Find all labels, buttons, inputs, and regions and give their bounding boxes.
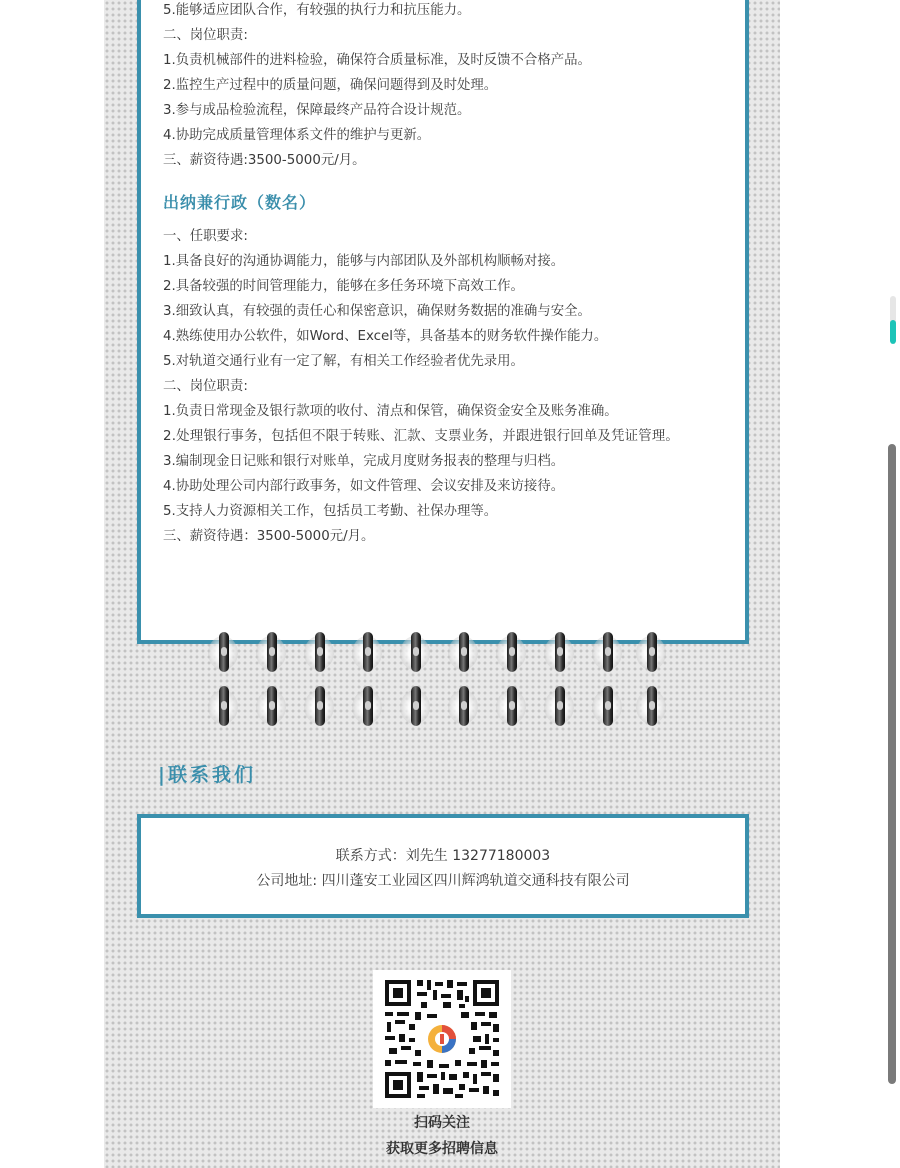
contact-phone: 联系方式：刘先生 13277180003	[335, 848, 551, 864]
job2-line-9: 2.处理银行事务，包括但不限于转账、汇款、支票业务，并跟进银行回单及凭证管理。	[163, 429, 680, 444]
binding-ring-icon	[452, 684, 476, 728]
binding-ring-icon	[452, 630, 476, 674]
binding-ring-icon	[596, 630, 620, 674]
binding-ring-icon	[308, 630, 332, 674]
binding-ring-icon	[404, 684, 428, 728]
binding-ring-icon	[356, 684, 380, 728]
binding-rings-bottom	[212, 684, 672, 728]
binding-ring-icon	[260, 630, 284, 674]
job2-line-7: 二、岗位职责:	[163, 379, 248, 394]
binding-ring-icon	[212, 630, 236, 674]
binding-ring-icon	[500, 684, 524, 728]
qr-caption-scan: 扫码关注	[414, 1115, 470, 1131]
binding-ring-icon	[212, 684, 236, 728]
qr-code-image	[373, 970, 511, 1108]
job2-line-8: 1.负责日常现金及银行款项的收付、清点和保管，确保资金安全及账务准确。	[163, 404, 618, 419]
job2-title: 出纳兼行政（数名）	[163, 193, 317, 212]
job2-line-6: 5.对轨道交通行业有一定了解，有相关工作经验者优先录用。	[163, 354, 524, 369]
job2-line-2: 1.具备良好的沟通协调能力，能够与内部团队及外部机构顺畅对接。	[163, 254, 565, 269]
binding-ring-icon	[548, 630, 572, 674]
binding-ring-icon	[356, 630, 380, 674]
job2-line-3: 2.具备较强的时间管理能力，能够在多任务环境下高效工作。	[163, 279, 524, 294]
job1-line-2: 二、岗位职责:	[163, 28, 248, 43]
scroll-progress-indicator[interactable]	[890, 296, 896, 344]
job2-line-1: 一、任职要求:	[163, 229, 248, 244]
contact-heading: |联系我们	[158, 764, 256, 786]
job2-line-12: 5.支持人力资源相关工作，包括员工考勤、社保办理等。	[163, 504, 498, 519]
job1-line-7: 三、薪资待遇:3500-5000元/月。	[163, 153, 366, 168]
binding-ring-icon	[596, 684, 620, 728]
job1-line-3: 1.负责机械部件的进料检验，确保符合质量标准，及时反馈不合格产品。	[163, 53, 591, 68]
job1-line-1: 5.能够适应团队合作，有较强的执行力和抗压能力。	[163, 3, 471, 18]
binding-ring-icon	[260, 684, 284, 728]
job2-line-5: 4.熟练使用办公软件，如Word、Excel等，具备基本的财务软件操作能力。	[163, 329, 608, 344]
job2-line-13: 三、薪资待遇：3500-5000元/月。	[163, 529, 375, 544]
binding-ring-icon	[640, 684, 664, 728]
job-listing-card	[137, 0, 749, 644]
binding-ring-icon	[640, 630, 664, 674]
binding-ring-icon	[404, 630, 428, 674]
binding-ring-icon	[308, 684, 332, 728]
qr-code-icon	[381, 976, 503, 1102]
contact-address: 公司地址: 四川蓬安工业园区四川辉鸿轨道交通科技有限公司	[256, 873, 630, 889]
qr-caption-more-info: 获取更多招聘信息	[386, 1141, 498, 1157]
binding-rings-top	[212, 630, 672, 674]
scrollbar-thumb[interactable]	[888, 444, 896, 1084]
job2-line-4: 3.细致认真，有较强的责任心和保密意识，确保财务数据的准确与安全。	[163, 304, 591, 319]
binding-ring-icon	[548, 684, 572, 728]
job2-line-11: 4.协助处理公司内部行政事务，如文件管理、会议安排及来访接待。	[163, 479, 565, 494]
contact-card	[137, 814, 749, 918]
job2-line-10: 3.编制现金日记账和银行对账单，完成月度财务报表的整理与归档。	[163, 454, 565, 469]
job1-line-6: 4.协助完成质量管理体系文件的维护与更新。	[163, 128, 431, 143]
job1-line-5: 3.参与成品检验流程，保障最终产品符合设计规范。	[163, 103, 471, 118]
binding-ring-icon	[500, 630, 524, 674]
job1-line-4: 2.监控生产过程中的质量问题，确保问题得到及时处理。	[163, 78, 498, 93]
